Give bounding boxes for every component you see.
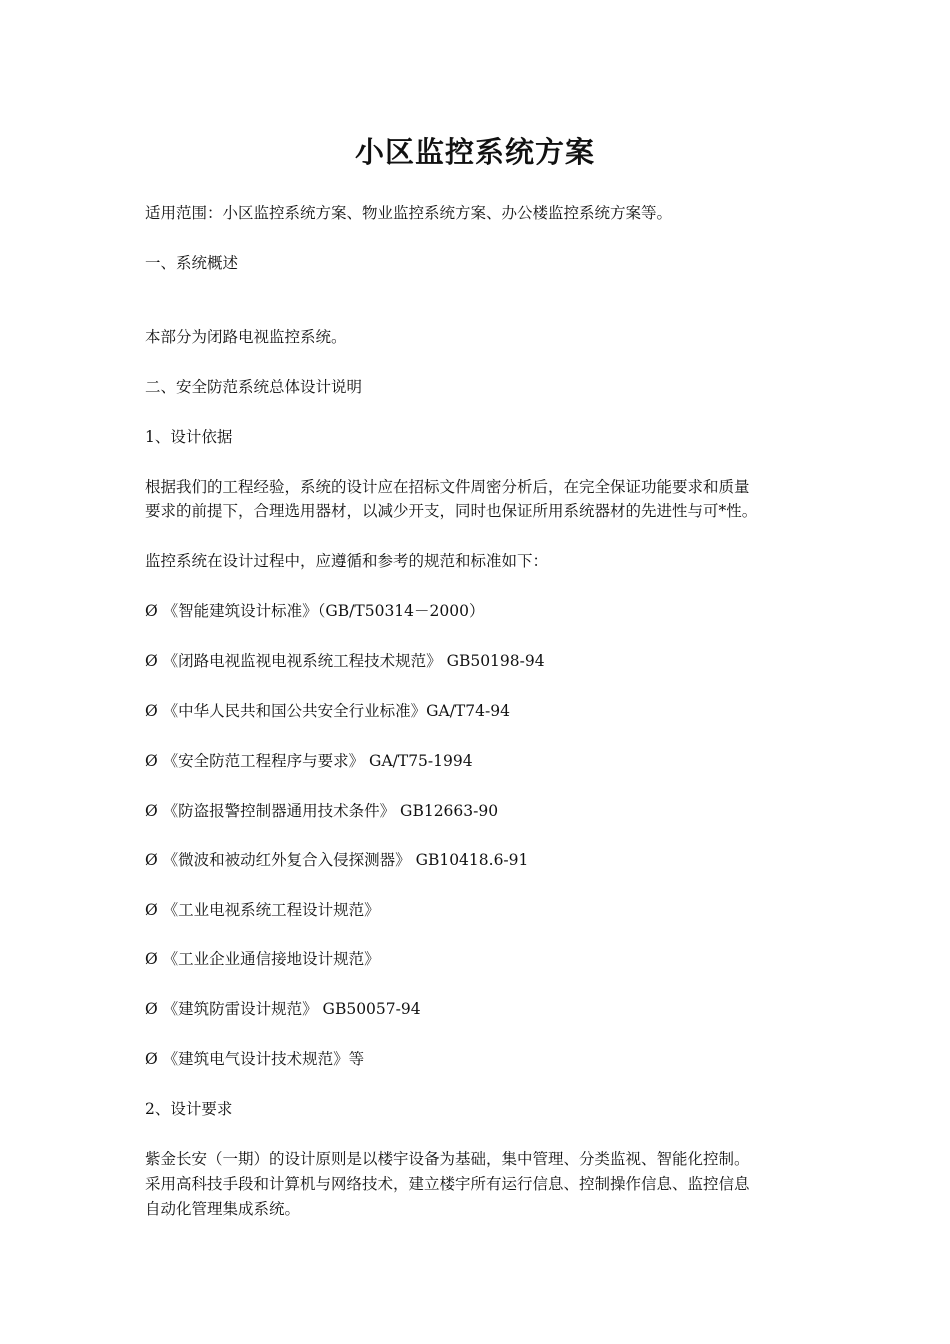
subsection-1-heading: 1、设计依据 (145, 428, 233, 446)
standard-item: Ø 《工业电视系统工程设计规范》 (145, 901, 380, 919)
standard-item: Ø 《闭路电视监视电视系统工程技术规范》 GB50198-94 (145, 652, 545, 670)
scope-line: 适用范围：小区监控系统方案、物业监控系统方案、办公楼监控系统方案等。 (145, 204, 673, 222)
standard-item: Ø 《安全防范工程程序与要求》 GA/T75-1994 (145, 752, 473, 770)
standards-intro: 监控系统在设计过程中，应遵循和参考的规范和标准如下： (145, 552, 549, 570)
section-1-body: 本部分为闭路电视监控系统。 (145, 328, 347, 346)
paragraph-line: 根据我们的工程经验，系统的设计应在招标文件周密分析后，在完全保证功能要求和质量 (145, 478, 750, 496)
standard-item: Ø 《中华人民共和国公共安全行业标准》GA/T74-94 (145, 702, 510, 720)
standard-item: Ø 《微波和被动红外复合入侵探测器》 GB10418.6-91 (145, 851, 529, 869)
section-2-heading: 二、安全防范系统总体设计说明 (145, 378, 363, 396)
subsection-2-heading: 2、设计要求 (145, 1100, 233, 1118)
document-title: 小区监控系统方案 (354, 135, 595, 169)
paragraph-line: 采用高科技手段和计算机与网络技术，建立楼宇所有运行信息、控制操作信息、监控信息 (145, 1175, 750, 1193)
standard-item: Ø 《防盗报警控制器通用技术条件》 GB12663-90 (145, 802, 499, 820)
standard-item: Ø 《建筑防雷设计规范》 GB50057-94 (145, 1000, 421, 1018)
paragraph-line: 紫金长安（一期）的设计原则是以楼宇设备为基础，集中管理、分类监视、智能化控制。 (145, 1150, 750, 1168)
standard-item: Ø 《建筑电气设计技术规范》等 (145, 1050, 365, 1068)
section-1-heading: 一、系统概述 (145, 254, 239, 272)
standard-item: Ø 《智能建筑设计标准》（GB/T50314－2000） (145, 602, 485, 620)
standard-item: Ø 《工业企业通信接地设计规范》 (145, 950, 380, 968)
paragraph-line: 自动化管理集成系统。 (145, 1200, 301, 1218)
paragraph-line: 要求的前提下，合理选用器材，以减少开支，同时也保证所用系统器材的先进性与可*性。 (145, 502, 758, 520)
